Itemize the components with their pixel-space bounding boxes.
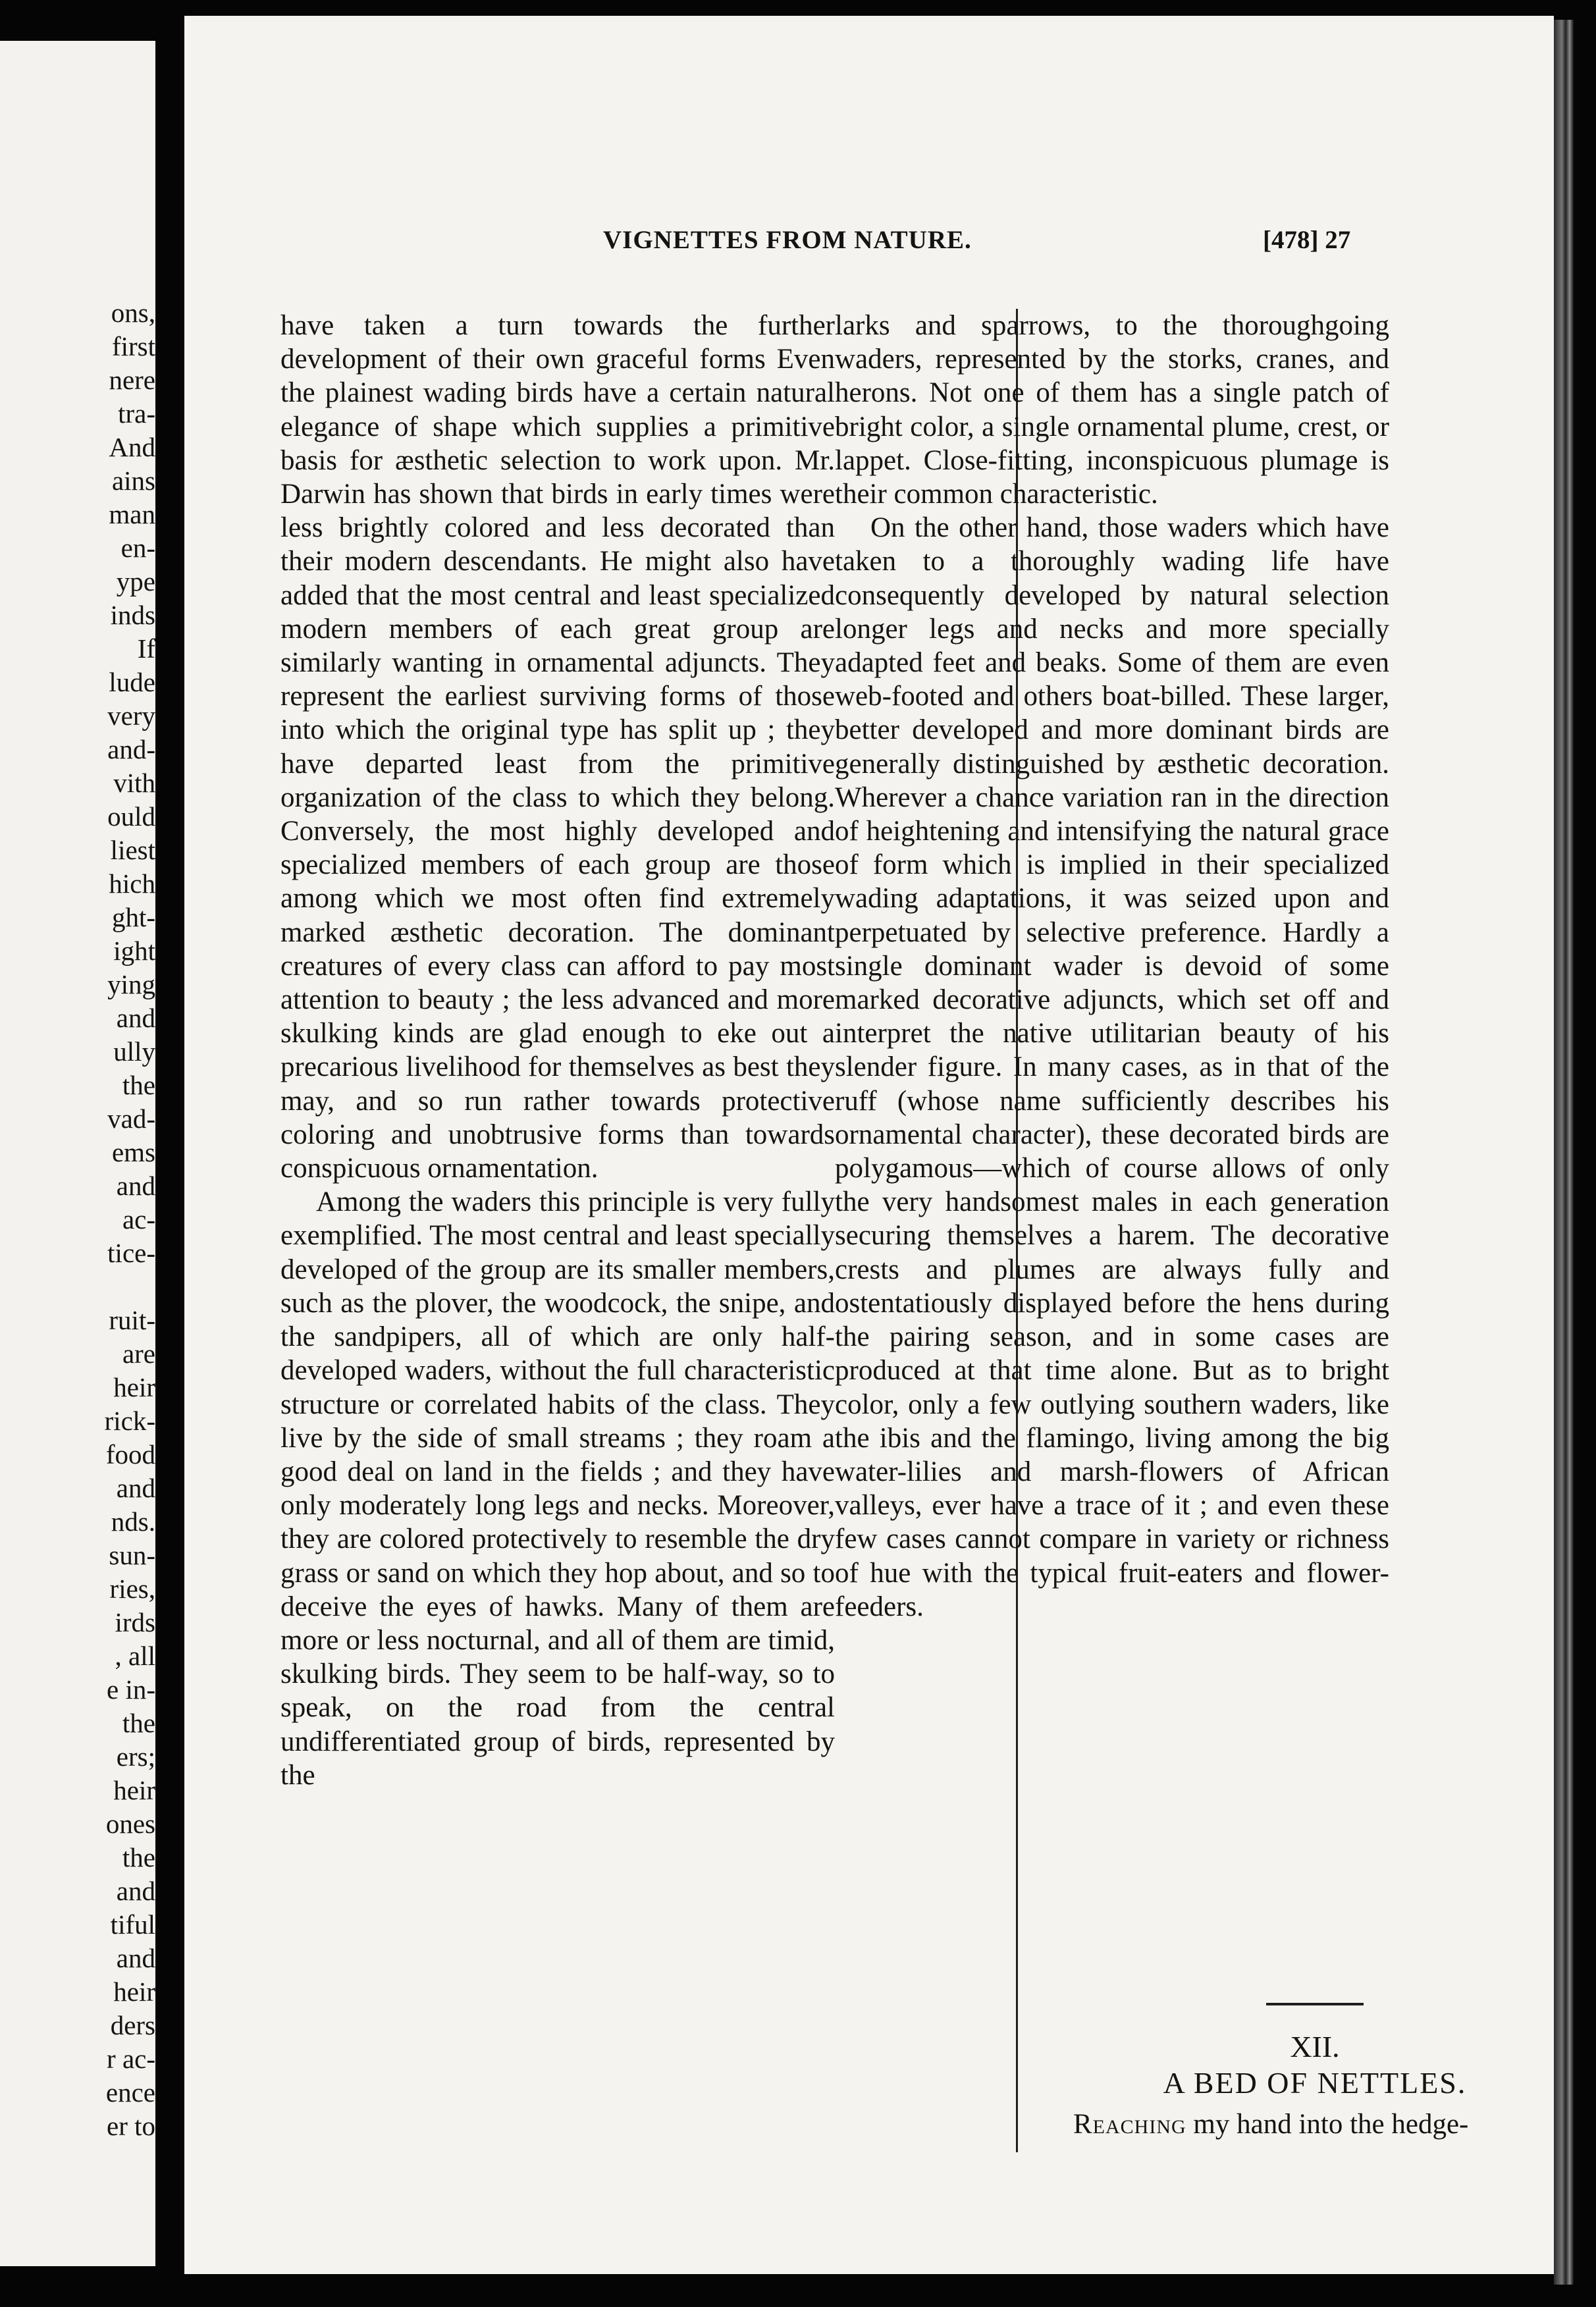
previous-page-line: ers; <box>116 1741 155 1772</box>
paragraph: larks and sparrows, to the thoroughgoing waders, represented by the storks, cranes, and herons. Not one of them has a single patch of bright color, a single ornamental plume, crest, or lappet. Close-fitting, inconspicuous plumage is their common characteristic. <box>835 310 1389 510</box>
previous-page-line: ying <box>107 969 155 999</box>
previous-page-line: irds <box>115 1607 155 1637</box>
previous-page-line: ully <box>113 1036 155 1067</box>
running-title: VIGNETTES FROM NATURE. <box>603 226 972 254</box>
previous-page-line: sun- <box>109 1540 155 1570</box>
previous-page-line: nds. <box>111 1506 155 1537</box>
previous-page-line: ould <box>107 801 155 832</box>
section-divider <box>1266 2003 1364 2005</box>
previous-page-line: er to <box>107 2111 155 2141</box>
previous-page-fragment <box>0 41 155 2266</box>
previous-page-line: and <box>116 1003 155 1033</box>
previous-page-line: the <box>122 1070 155 1100</box>
section-opening-text: my hand into the hedge- <box>1186 2109 1469 2140</box>
previous-page-line: are <box>122 1339 155 1369</box>
previous-page-line: ons, <box>111 298 155 328</box>
section-opening-line <box>1073 2108 1468 2140</box>
previous-page-line: and- <box>107 734 155 764</box>
previous-page-line: ems <box>111 1137 155 1167</box>
page-number: [478] 27 <box>1263 226 1351 254</box>
previous-page-line: the <box>122 1708 155 1738</box>
section-first-word: Reaching <box>1073 2109 1186 2140</box>
page-edge <box>1554 20 1574 2285</box>
previous-page-line: ries, <box>109 1574 155 1604</box>
previous-page-line: and <box>116 1876 155 1906</box>
previous-page-line: , all <box>115 1641 155 1671</box>
previous-page-line: man <box>109 499 155 529</box>
right-column <box>835 309 1389 1624</box>
paragraph: have taken a turn towards the further development of their own graceful forms Even the plainest wading birds have a certain natural elegance of shape which supplies a primitive basis for æsthetic selection to work upon. Mr. Darwin has shown that birds in early times were less brightly colored and less decorated than their modern descendants. He might also have added that the most central and least specialized modern members of each great group are similarly wanting in ornamental adjuncts. They represent the earliest surviving forms of those into which the original type has split up ; they have departed least from the primitive organization of the class to which they belong. Conversely, the most highly developed and specialized members of each group are those among which we most often find extremely marked æsthetic decoration. The dominant creatures of every class can afford to pay most attention to beauty ; the less advanced and more skulking kinds are glad enough to eke out a precarious livelihood for themselves as best they may, and so run rather towards protective coloring and unobtrusive forms than towards conspicuous ornamentation. <box>280 310 835 1184</box>
previous-page-line: e in- <box>107 1674 155 1705</box>
paragraph: Among the waders this principle is very fully exemplified. The most central and least specially developed of the group are its smaller members, such as the plover, the woodcock, the snipe, and the sandpipers, all of which are only half-developed waders, without the full characteristic structure or correlated habits of the class. They live by the side of small streams ; they roam a good deal on land in the fields ; and they have only moderately long legs and necks. Moreover, they are colored protectively to resemble the dry grass or sand on which they hop about, and so to deceive the eyes of hawks. Many of them are more or less nocturnal, and all of them are timid, skulking birds. They seem to be half-way, so to speak, on the road from the central undifferentiated group of birds, represented by the <box>280 1186 835 1791</box>
previous-page-line: en- <box>120 533 155 563</box>
previous-page-line: heir <box>113 1976 155 2007</box>
previous-page-line: And <box>109 432 155 462</box>
previous-page-line: very <box>107 701 155 731</box>
previous-page-line: ght- <box>111 902 155 932</box>
previous-page-line: ence <box>105 2077 155 2108</box>
previous-page-line: liest <box>110 835 155 865</box>
previous-page-line: rick- <box>104 1406 155 1436</box>
previous-page-line: ight <box>113 936 155 966</box>
page-header <box>184 225 1554 265</box>
previous-page-line: vith <box>113 768 155 798</box>
previous-page-line: the <box>122 1842 155 1872</box>
previous-page-line: r ac- <box>107 2044 155 2074</box>
previous-page-line: and <box>116 1171 155 1201</box>
previous-page-line: heir <box>113 1775 155 1805</box>
left-column <box>280 309 835 1792</box>
previous-page-line: hich <box>109 868 155 899</box>
previous-page-line: tiful <box>110 1909 155 1940</box>
previous-page-line: and <box>116 1943 155 1973</box>
section-title: A BED OF NETTLES. <box>1163 2066 1467 2100</box>
previous-page-line: nere <box>109 365 155 395</box>
previous-page-line: If <box>137 633 155 664</box>
previous-page-line: ac- <box>122 1204 155 1234</box>
previous-page-line: food <box>105 1439 155 1470</box>
book-page <box>184 16 1554 2274</box>
previous-page-line: and <box>116 1473 155 1503</box>
paragraph: On the other hand, those waders which have taken to a thoroughly wading life have consequently developed by natural selection longer legs and necks and more specially adapted feet and beaks. Some of them are even web-footed and others boat-billed. These larger, better developed and more dominant birds are generally distinguished by æsthetic decoration. Wherever a chance variation ran in the direction of heightening and intensifying the natural grace of form which is implied in their specialized wading adaptations, it was seized upon and perpetuated by selective preference. Hardly a single dominant wader is devoid of some marked decorative adjuncts, which set off and interpret the native utilitarian beauty of his slender figure. In many cases, as in that of the ruff (whose name sufficiently describes his ornamental character), these decorated birds are polygamous—which of course allows of only the very handsomest males in each generation securing themselves a harem. The decorative crests and plumes are always fully and ostentatiously displayed before the hens during the pairing season, and in some cases are produced at that time alone. But as to bright color, only a few outlying southern waders, like the ibis and the flamingo, living among the big water-lilies and marsh-flowers of African valleys, ever have a trace of it ; and even these few cases cannot compare in variety or richness of hue with the typical fruit-eaters and flower-feeders. <box>835 512 1389 1622</box>
previous-page-line: ruit- <box>109 1305 155 1335</box>
previous-page-line: first <box>111 331 155 361</box>
section-number: XII. <box>1290 2030 1340 2063</box>
previous-page-line: tice- <box>107 1238 155 1268</box>
previous-page-line: heir <box>113 1372 155 1402</box>
previous-page-line: lude <box>109 667 155 697</box>
previous-page-line: vad- <box>107 1103 155 1134</box>
previous-page-line: ones <box>105 1809 155 1839</box>
previous-page-line: inds <box>110 600 155 630</box>
previous-page-line: ders <box>110 2010 155 2040</box>
previous-page-line: ype <box>116 566 155 597</box>
previous-page-line: tra- <box>118 398 155 429</box>
previous-page-line: ains <box>111 465 155 496</box>
